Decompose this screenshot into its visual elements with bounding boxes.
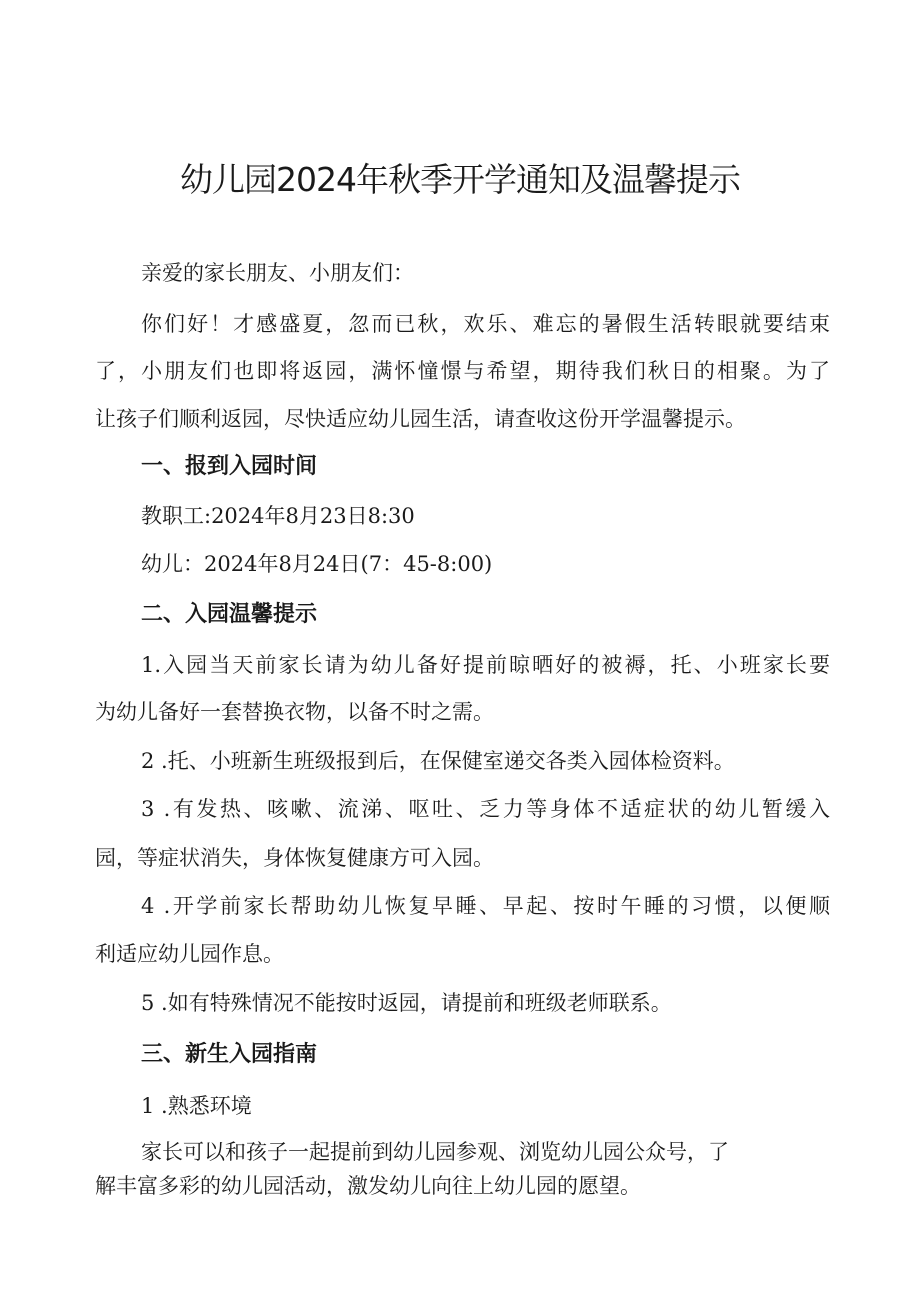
tip-1-line-1: 1.入园当天前家长请为幼儿备好提前晾晒好的被褥，托、小班家长要 xyxy=(141,653,830,677)
tip-3-line-1: 3 .有发热、咳嗽、流涕、呕吐、乏力等身体不适症状的幼儿暂缓入 xyxy=(141,797,830,821)
guide-paragraph-line-1: 家长可以和孩子一起提前到幼儿园参观、浏览幼儿园公众号，了 xyxy=(141,1140,729,1164)
tip-5: 5 .如有特殊情况不能按时返园，请提前和班级老师联系。 xyxy=(141,991,672,1015)
section-heading-arrival-time: 一、报到入园时间 xyxy=(141,454,318,479)
staff-arrival-time: 教职工:2024年8月23日8:30 xyxy=(141,504,415,528)
tip-3-line-2: 园，等症状消失，身体恢复健康方可入园。 xyxy=(95,846,494,870)
tip-4-line-1: 4 .开学前家长帮助幼儿恢复早睡、早起、按时午睡的习惯，以便顺 xyxy=(141,894,830,918)
tip-4-line-2: 利适应幼儿园作息。 xyxy=(95,942,284,966)
guide-subheading-environment: 1 .熟悉环境 xyxy=(141,1094,252,1118)
document-title: 幼儿园2024年秋季开学通知及温馨提示 xyxy=(180,160,740,199)
section-heading-tips: 二、入园温馨提示 xyxy=(141,602,318,627)
intro-line-2: 了，小朋友们也即将返园，满怀憧憬与希望，期待我们秋日的相聚。为了 xyxy=(95,359,830,383)
intro-line-3: 让孩子们顺利返园，尽快适应幼儿园生活，请查收这份开学温馨提示。 xyxy=(95,407,746,431)
tip-2: 2 .托、小班新生班级报到后，在保健室递交各类入园体检资料。 xyxy=(141,749,735,773)
intro-line-1: 你们好！才感盛夏，忽而已秋，欢乐、难忘的暑假生活转眼就要结束 xyxy=(141,312,830,336)
guide-paragraph-line-2: 解丰富多彩的幼儿园活动，激发幼儿向往上幼儿园的愿望。 xyxy=(95,1174,641,1198)
section-heading-new-student-guide: 三、新生入园指南 xyxy=(141,1042,318,1067)
greeting: 亲爱的家长朋友、小朋友们： xyxy=(141,261,414,285)
children-arrival-time: 幼儿：2024年8月24日(7：45-8:00) xyxy=(141,552,493,576)
tip-1-line-2: 为幼儿备好一套替换衣物，以备不时之需。 xyxy=(95,700,494,724)
